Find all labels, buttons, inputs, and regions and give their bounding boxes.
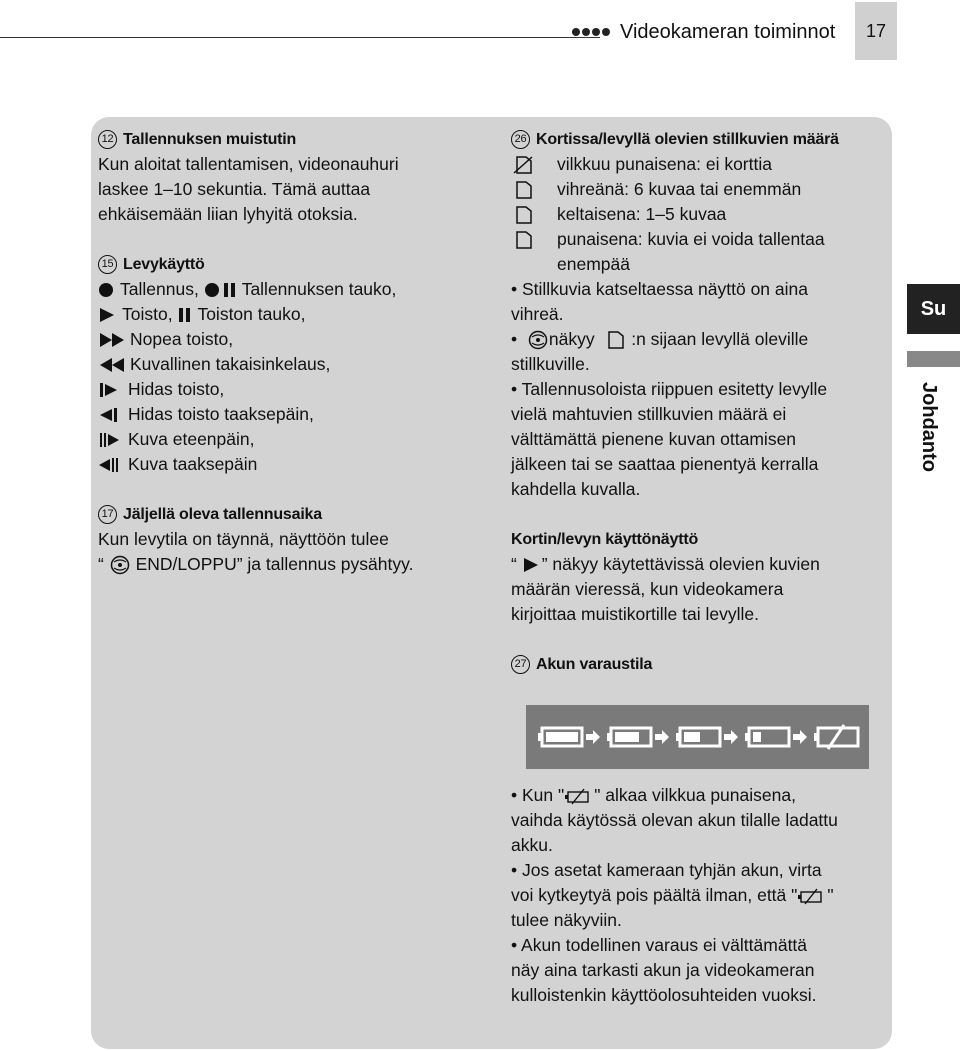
battery-fill [546, 732, 578, 742]
section-17-title: Jäljellä oleva tallennusaika [123, 506, 322, 523]
disc-icon [527, 330, 549, 350]
page-number: 17 [855, 2, 897, 60]
text-fragment: :n sijaan levyllä oleville [631, 329, 809, 349]
record-icon [98, 281, 120, 299]
text-line: tulee näkyviin. [511, 910, 622, 930]
header-title: Videokameran toiminnot [620, 21, 836, 43]
rewind-icon [98, 356, 130, 374]
quote-mark: “ [98, 554, 104, 574]
section-27-heading [511, 652, 886, 677]
section-15-title: Levykäyttö [123, 256, 205, 273]
bullet: • [511, 329, 518, 349]
battery-level-graphic [526, 705, 869, 769]
right-column [511, 127, 886, 677]
bullet-line: • Stillkuvia katseltaessa näyttö on aina [511, 279, 808, 299]
section-15-heading [98, 252, 478, 277]
record-pause-label: Tallennuksen tauko, [241, 279, 397, 299]
no-card-icon [511, 155, 535, 175]
text-fragment: " [827, 885, 834, 905]
play-label: Toisto, [122, 304, 173, 324]
section-26-heading [511, 127, 886, 152]
frame-advance-label: Kuva eteenpäin, [128, 429, 255, 449]
text-line: näy aina tarkasti akun ja videokameran [511, 960, 815, 980]
text-line: ehkäisemään liian lyhyitä otoksia. [98, 204, 358, 224]
bullet-line: • Akun todellinen varaus ei välttämättä [511, 935, 808, 955]
battery-levels-svg [526, 705, 869, 769]
arrow-icon [793, 730, 807, 744]
battery-fill [615, 732, 639, 742]
text-fragment: näkyy [548, 329, 595, 349]
text-line: enempää [557, 254, 630, 274]
card-disc-indicator-heading [511, 527, 886, 552]
text-line: vaihda käytössä olevan akun tilalle ladattu [511, 810, 838, 830]
section-15-number: 15 [98, 255, 117, 274]
side-bar [907, 351, 960, 367]
header-rule [0, 37, 600, 38]
card-status-text: vihreänä: 6 kuvaa tai enemmän [557, 179, 802, 199]
text-line: akku. [511, 835, 553, 855]
section-27-title: Akun varaustila [536, 656, 653, 673]
text-line: kahdella kuvalla. [511, 479, 641, 499]
empty-battery-icon [564, 787, 594, 805]
card-icon [604, 330, 626, 350]
text-line: kulloistenkin käyttöolosuhteiden vuoksi. [511, 985, 817, 1005]
card-icon [511, 180, 535, 200]
bullet-line: • Jos asetat kameraan tyhjän akun, virta [511, 860, 822, 880]
text-line: laskee 1–10 sekuntia. Tämä auttaa [98, 179, 371, 199]
card-disc-indicator-title: Kortin/levyn käyttönäyttö [511, 531, 699, 548]
battery-outline [818, 728, 858, 746]
disc-controls-list [98, 277, 478, 477]
card-status-text: vilkkuu punaisena: ei korttia [557, 154, 772, 174]
text-fragment: ” näkyy käytettävissä olevien kuvien [541, 554, 820, 574]
fast-forward-icon [98, 331, 130, 349]
text-line: vihreä. [511, 304, 564, 324]
text-line: vielä mahtuvien stillkuvien määrä ei [511, 404, 787, 424]
section-label-text: Johdanto [918, 382, 940, 472]
rewind-label: Kuvallinen takaisinkelaus, [130, 354, 331, 374]
section-17-number: 17 [98, 505, 117, 524]
slow-forward-label: Hidas toisto, [128, 379, 225, 399]
text-line: määrän vieressä, kun videokamera [511, 579, 784, 599]
card-status-text: keltaisena: 1–5 kuvaa [557, 204, 727, 224]
language-tab: Su [907, 284, 960, 334]
section-12-heading [98, 127, 478, 152]
text-line: Kun aloitat tallentamisen, videonauhuri [98, 154, 399, 174]
header-dots [572, 28, 610, 36]
battery-notes [511, 783, 886, 1008]
text-fragment: " alkaa vilkkua punaisena, [594, 785, 796, 805]
text-line: stillkuville. [511, 354, 590, 374]
section-27-number: 27 [511, 655, 530, 674]
arrow-icon [655, 730, 669, 744]
section-26-title: Kortissa/levyllä olevien stillkuvien määrä [536, 131, 839, 148]
left-column [98, 127, 478, 577]
quote-mark: “ [511, 554, 517, 574]
slow-reverse-icon [98, 406, 128, 424]
play-icon [522, 556, 542, 574]
slow-reverse-label: Hidas toisto taaksepäin, [128, 404, 314, 424]
bullet-line: • Tallennusoloista riippuen esitetty levylle [511, 379, 828, 399]
empty-battery-icon [797, 887, 827, 905]
end-message-text: END/LOPPU” ja tallennus pysähtyy. [135, 554, 414, 574]
arrow-icon [724, 730, 738, 744]
frame-reverse-icon [98, 456, 128, 474]
text-fragment: • Kun " [511, 785, 565, 805]
card-icon [511, 230, 535, 250]
pause-icon [177, 306, 197, 324]
text-line: Kun levytila on täynnä, näyttöön tulee [98, 529, 389, 549]
arrow-icon [586, 730, 600, 744]
battery-fill [684, 732, 700, 742]
slow-forward-icon [98, 381, 128, 399]
fast-forward-label: Nopea toisto, [130, 329, 234, 349]
text-line: välttämättä pienene kuvan ottamisen [511, 429, 797, 449]
text-line: kirjoittaa muistikortille tai levylle. [511, 604, 759, 624]
play-icon [98, 306, 122, 324]
disc-icon [109, 555, 131, 575]
section-17-heading [98, 502, 478, 527]
section-12-text [98, 152, 478, 227]
card-icon [511, 205, 535, 225]
frame-advance-icon [98, 431, 128, 449]
record-label: Tallennus, [120, 279, 199, 299]
section-26-number: 26 [511, 130, 530, 149]
battery-fill [753, 732, 761, 742]
frame-reverse-label: Kuva taaksepäin [128, 454, 258, 474]
section-label [914, 382, 940, 486]
card-status-text: punaisena: kuvia ei voida tallentaa [557, 229, 825, 249]
text-line: jälkeen tai se saattaa pienentyä kerralla [511, 454, 819, 474]
pause-label: Toiston tauko, [197, 304, 306, 324]
record-pause-icon [204, 281, 242, 299]
section-12-title: Tallennuksen muistutin [123, 131, 297, 148]
section-12-number: 12 [98, 130, 117, 149]
text-fragment: voi kytkeytyä pois päältä ilman, että " [511, 885, 798, 905]
